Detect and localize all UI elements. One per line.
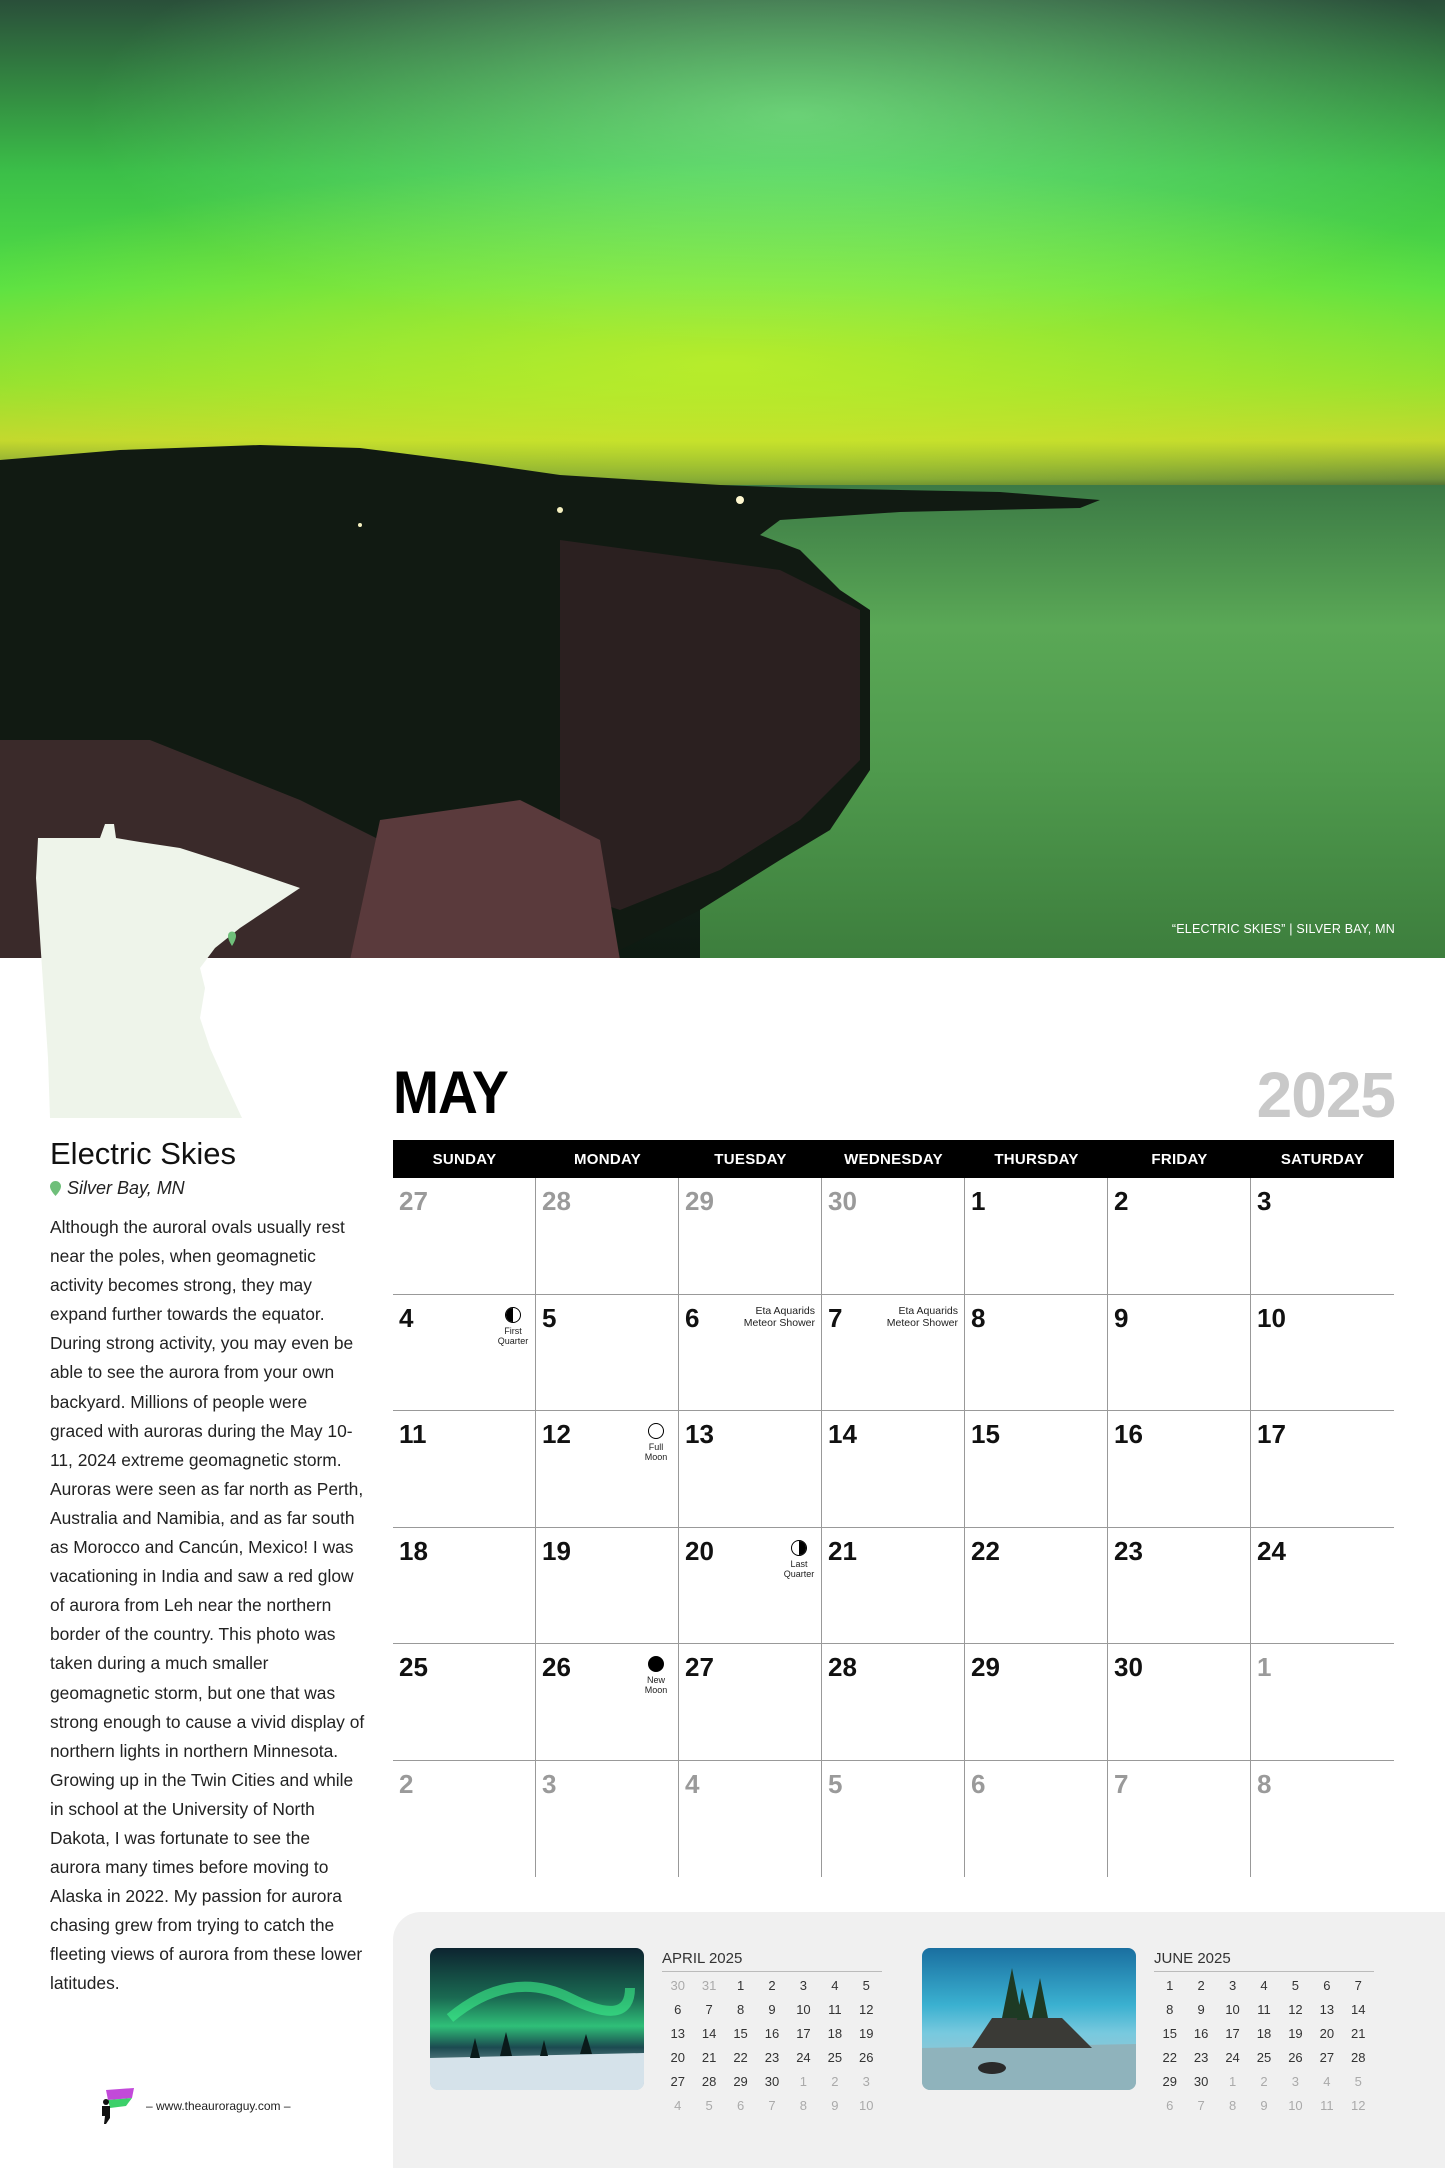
day-number: 13: [685, 1419, 714, 1449]
day-number: 2: [399, 1768, 414, 1799]
day-number: 5: [828, 1768, 843, 1799]
mini-day: 30: [670, 1978, 685, 1993]
calendar-day-cell: [393, 1761, 536, 1878]
mini-day: 2: [1197, 1978, 1205, 1993]
day-number: 26: [542, 1652, 571, 1682]
mini-day: 8: [1166, 2002, 1174, 2017]
mini-day: 10: [1288, 2098, 1303, 2113]
mini-day: 20: [670, 2050, 685, 2065]
weekday-label: THURSDAY: [994, 1150, 1079, 1168]
mini-day: 7: [1197, 2098, 1205, 2113]
mini-day: 11: [1320, 2098, 1334, 2113]
mini-calendar-grid: [662, 1978, 882, 2113]
event-label-line: Meteor Shower: [743, 1316, 815, 1329]
mini-day: 16: [764, 2026, 780, 2041]
day-number: 1: [971, 1186, 986, 1216]
mini-day: 7: [1354, 1978, 1362, 1993]
mini-day: 8: [736, 2002, 745, 2017]
day-number: 24: [1257, 1535, 1286, 1566]
mini-day: 13: [670, 2026, 685, 2041]
calendar-day-cell: [393, 1644, 536, 1761]
june-thumbnail-photo: [922, 1948, 1136, 2090]
day-number: 15: [971, 1419, 1000, 1449]
mini-day: 10: [859, 2098, 874, 2113]
mini-day: 12: [1288, 2002, 1303, 2017]
calendar-day-cell: [822, 1528, 965, 1645]
mini-day: 15: [1162, 2026, 1177, 2041]
mini-day: 12: [1351, 2098, 1366, 2113]
moon-phase-label: Quarter: [497, 1335, 529, 1346]
moon-phase: [638, 1423, 674, 1462]
mini-day: 9: [1260, 2098, 1268, 2113]
calendar-day-cell: [679, 1411, 822, 1528]
minnesota-map: [30, 818, 310, 1128]
mini-day: 31: [701, 1978, 717, 1993]
day-number: 18: [399, 1535, 428, 1566]
day-number: 7: [1114, 1768, 1129, 1799]
mini-day: 27: [1319, 2050, 1335, 2065]
mini-day: 21: [701, 2050, 717, 2065]
moon-phase-label: Moon: [644, 1452, 668, 1462]
day-number: 14: [828, 1419, 857, 1449]
day-number: 3: [542, 1768, 557, 1799]
day-number: 10: [1257, 1302, 1286, 1333]
mini-day: 28: [1351, 2050, 1366, 2065]
state-shape: [36, 824, 300, 1118]
day-number: 16: [1114, 1419, 1143, 1449]
mini-day: 4: [1260, 1978, 1268, 1993]
weekday-label: SATURDAY: [1280, 1150, 1365, 1168]
weekday-label: FRIDAY: [1151, 1150, 1208, 1168]
day-number: 17: [1257, 1419, 1286, 1449]
mini-day: 5: [862, 1978, 870, 1993]
moon-phase-label: New: [646, 1675, 665, 1685]
mini-day: 4: [674, 2098, 682, 2113]
day-number: 3: [1257, 1186, 1272, 1216]
mini-day: 27: [670, 2074, 685, 2089]
mini-day: 22: [733, 2050, 748, 2065]
mini-day: 6: [1166, 2098, 1174, 2113]
mini-calendar-grid: [1154, 1978, 1374, 2113]
day-number: 21: [828, 1535, 857, 1566]
mini-day: 26: [1288, 2050, 1303, 2065]
mini-day: 2: [768, 1978, 776, 1993]
mini-day: 25: [1256, 2050, 1272, 2065]
event-label-line: Eta Aquarids: [755, 1304, 815, 1317]
moon-phase-label: Full: [648, 1442, 664, 1452]
calendar-day-cell: [679, 1295, 822, 1412]
day-number: 4: [685, 1768, 700, 1799]
weekday-header: [393, 1140, 1394, 1178]
aurora-guy-logo-icon: [96, 2086, 136, 2126]
mini-day: 11: [1257, 2002, 1271, 2017]
calendar-grid: [393, 1178, 1394, 1877]
mini-day: 28: [701, 2074, 717, 2089]
calendar-day-cell: [965, 1178, 1108, 1295]
weekday-label: WEDNESDAY: [844, 1150, 943, 1168]
calendar-day-cell: [679, 1178, 822, 1295]
mini-day: 30: [1193, 2074, 1209, 2089]
mini-day: 14: [1351, 2002, 1366, 2017]
moon-phase-label: First: [504, 1325, 522, 1336]
day-number: 23: [1114, 1535, 1143, 1566]
day-number: 9: [1114, 1302, 1129, 1333]
mini-calendar-title: JUNE 2025: [1154, 1950, 1374, 1972]
calendar-day-cell: [965, 1644, 1108, 1761]
day-number: 30: [1114, 1652, 1143, 1682]
calendar-day-cell: [536, 1411, 679, 1528]
location-pin-icon: [228, 932, 236, 947]
calendar-day-cell: [1108, 1761, 1251, 1878]
calendar-day-cell: [965, 1411, 1108, 1528]
calendar-day-cell: [822, 1295, 965, 1412]
calendar-day-cell: [822, 1644, 965, 1761]
moon-phase-label: Moon: [644, 1685, 668, 1695]
calendar-day-cell: [1108, 1528, 1251, 1645]
mini-day: 5: [1354, 2074, 1362, 2089]
story-location-text: Silver Bay, MN: [67, 1178, 185, 1198]
mini-day: 3: [862, 2074, 870, 2089]
mini-day: 29: [1162, 2074, 1177, 2089]
calendar-day-cell: [393, 1178, 536, 1295]
month-name: MAY: [393, 1059, 508, 1126]
mini-day: 1: [799, 2074, 808, 2089]
mini-day: 1: [1228, 2074, 1237, 2089]
mini-day: 15: [733, 2026, 748, 2041]
weekday-label: TUESDAY: [714, 1150, 787, 1168]
mini-day: 11: [828, 2002, 842, 2017]
day-number: 28: [542, 1186, 571, 1216]
day-number: 20: [685, 1535, 714, 1566]
calendar-day-cell: [536, 1761, 679, 1878]
mini-day: 13: [1319, 2002, 1335, 2017]
calendar-day-cell: [822, 1761, 965, 1878]
calendar-day-cell: [679, 1528, 822, 1645]
story-title: Electric Skies: [50, 1136, 237, 1171]
day-number: 27: [685, 1652, 714, 1682]
mini-day: 23: [1193, 2050, 1209, 2065]
april-thumbnail-photo: [430, 1948, 644, 2090]
mini-day: 4: [831, 1978, 839, 1993]
event-label-line: Meteor Shower: [886, 1316, 958, 1329]
last-moon-icon: [791, 1540, 807, 1556]
mini-day: 6: [736, 2098, 745, 2113]
mini-day: 7: [705, 2002, 713, 2017]
calendar-day-cell: [1251, 1528, 1394, 1645]
month-calendar: [393, 1140, 1394, 1877]
mini-day: 3: [1291, 2074, 1300, 2089]
calendar-day-cell: [1251, 1295, 1394, 1412]
mini-day: 22: [1162, 2050, 1177, 2065]
calendar-day-cell: [1251, 1761, 1394, 1878]
mini-day: 14: [701, 2026, 717, 2041]
mini-day: 9: [1197, 2002, 1205, 2017]
footer-url: – www.theauroraguy.com –: [146, 2099, 291, 2113]
moon-phase: [495, 1307, 531, 1346]
day-number: 29: [685, 1186, 714, 1216]
day-number: 11: [399, 1419, 427, 1449]
mini-day: 12: [859, 2002, 874, 2017]
story-location: [50, 1178, 185, 1199]
mini-day: 4: [1323, 2074, 1331, 2089]
mini-day: 16: [1193, 2026, 1209, 2041]
calendar-day-cell: [1251, 1411, 1394, 1528]
mini-calendar-june: [1154, 1950, 1374, 2113]
weekday-label: SUNDAY: [432, 1150, 497, 1168]
location-pin-icon: [50, 1181, 61, 1196]
calendar-day-cell: [1251, 1178, 1394, 1295]
calendar-day-cell: [393, 1528, 536, 1645]
day-number: 2: [1114, 1186, 1129, 1216]
photo-credit: “ELECTRIC SKIES” | SILVER BAY, MN: [1171, 922, 1395, 936]
calendar-day-cell: [1251, 1644, 1394, 1761]
calendar-day-cell: [393, 1295, 536, 1412]
calendar-day-cell: [965, 1761, 1108, 1878]
mini-day: 7: [768, 2098, 776, 2113]
calendar-day-cell: [679, 1644, 822, 1761]
mini-day: 21: [1351, 2026, 1366, 2041]
calendar-day-cell: [822, 1411, 965, 1528]
mini-day: 3: [799, 1978, 808, 1993]
moon-phase-label: Quarter: [783, 1568, 815, 1579]
day-number: 27: [399, 1186, 428, 1216]
mini-day: 19: [859, 2026, 874, 2041]
calendar-day-cell: [1108, 1295, 1251, 1412]
calendar-day-cell: [965, 1528, 1108, 1645]
calendar-day-cell: [679, 1761, 822, 1878]
calendar-day-cell: [1108, 1411, 1251, 1528]
event-label: [887, 1305, 958, 1329]
mini-day: 29: [733, 2074, 748, 2089]
calendar-day-cell: [393, 1411, 536, 1528]
day-number: 22: [971, 1535, 1000, 1566]
moon-phase-label: Last: [790, 1558, 808, 1569]
mini-day: 10: [1225, 2002, 1240, 2017]
mini-day: 19: [1288, 2026, 1303, 2041]
mini-day: 24: [1225, 2050, 1240, 2065]
moon-phase: [781, 1540, 817, 1579]
day-number: 8: [1257, 1768, 1272, 1799]
mini-day: 5: [705, 2098, 713, 2113]
mini-day: 2: [831, 2074, 839, 2089]
day-number: 28: [828, 1652, 857, 1682]
mini-day: 25: [827, 2050, 843, 2065]
calendar-day-cell: [536, 1528, 679, 1645]
mini-day: 30: [764, 2074, 780, 2089]
year: 2025: [1256, 1059, 1395, 1131]
mini-day: 17: [796, 2026, 811, 2041]
day-number: 12: [542, 1419, 571, 1449]
mini-day: 6: [1323, 1978, 1331, 1993]
moon-phase: [638, 1656, 674, 1695]
day-number: 8: [971, 1302, 986, 1333]
calendar-day-cell: [1108, 1178, 1251, 1295]
day-number: 4: [399, 1302, 414, 1333]
mini-day: 1: [1166, 1978, 1174, 1993]
calendar-day-cell: [1108, 1644, 1251, 1761]
mini-day: 6: [674, 2002, 682, 2017]
mini-day: 20: [1319, 2026, 1335, 2041]
calendar-day-cell: [822, 1178, 965, 1295]
calendar-day-cell: [536, 1295, 679, 1412]
calendar-day-cell: [536, 1644, 679, 1761]
mini-day: 1: [736, 1978, 745, 1993]
mini-day: 26: [859, 2050, 874, 2065]
day-number: 6: [971, 1768, 986, 1799]
mini-day: 9: [831, 2098, 839, 2113]
first-moon-icon: [505, 1307, 521, 1323]
day-number: 29: [971, 1652, 1000, 1682]
weekday-label: MONDAY: [573, 1150, 642, 1168]
mini-day: 8: [799, 2098, 808, 2113]
mini-calendar-april: [662, 1950, 882, 2113]
mini-day: 3: [1228, 1978, 1237, 1993]
mini-day: 8: [1228, 2098, 1237, 2113]
mini-day: 5: [1291, 1978, 1300, 1993]
calendar-day-cell: [536, 1178, 679, 1295]
day-number: 7: [828, 1302, 843, 1333]
calendar-day-cell: [965, 1295, 1108, 1412]
event-label-line: Eta Aquarids: [898, 1304, 958, 1317]
full-moon-icon: [648, 1423, 664, 1439]
day-number: 6: [685, 1302, 700, 1333]
day-number: 1: [1257, 1652, 1272, 1682]
day-number: 25: [399, 1652, 428, 1682]
mini-day: 18: [1256, 2026, 1272, 2041]
event-label: [744, 1305, 815, 1329]
mini-day: 10: [796, 2002, 811, 2017]
mini-day: 18: [827, 2026, 843, 2041]
new-moon-icon: [648, 1656, 664, 1672]
mini-day: 9: [768, 2002, 776, 2017]
mini-day: 2: [1260, 2074, 1268, 2089]
mini-day: 23: [764, 2050, 780, 2065]
day-number: 5: [542, 1302, 557, 1333]
day-number: 19: [542, 1535, 571, 1566]
mini-day: 24: [796, 2050, 811, 2065]
mini-day: 17: [1225, 2026, 1240, 2041]
day-number: 30: [828, 1186, 857, 1216]
story-text: Although the auroral ovals usually rest near the poles, when geomagnetic activity becomes strong, they may expand further towards the equator. During strong activity, you may even be able to see the aurora from your own backyard. Millions of people were graced with auroras during the May 10-11, 2024 extreme geomagnetic storm. Auroras were seen as far north as Perth, Australia and Namibia, and as far south as Morocco and Cancún, Mexico! I was vacationing in India and saw a red glow of aurora from Leh near the northern border of the country. This photo was taken during a much smaller geomagnetic storm, but one that was strong enough to cause a vivid display of northern lights in northern Minnesota. Growing up in the Twin Cities and while in school at the University of North Dakota, I was fortunate to see the aurora many times before moving to Alaska in 2022. My passion for aurora chasing grew from trying to catch the fleeting views of aurora from these lower latitudes.: [50, 1217, 365, 1994]
hero-photo: [0, 0, 1445, 958]
mini-calendar-title: APRIL 2025: [662, 1950, 882, 1972]
